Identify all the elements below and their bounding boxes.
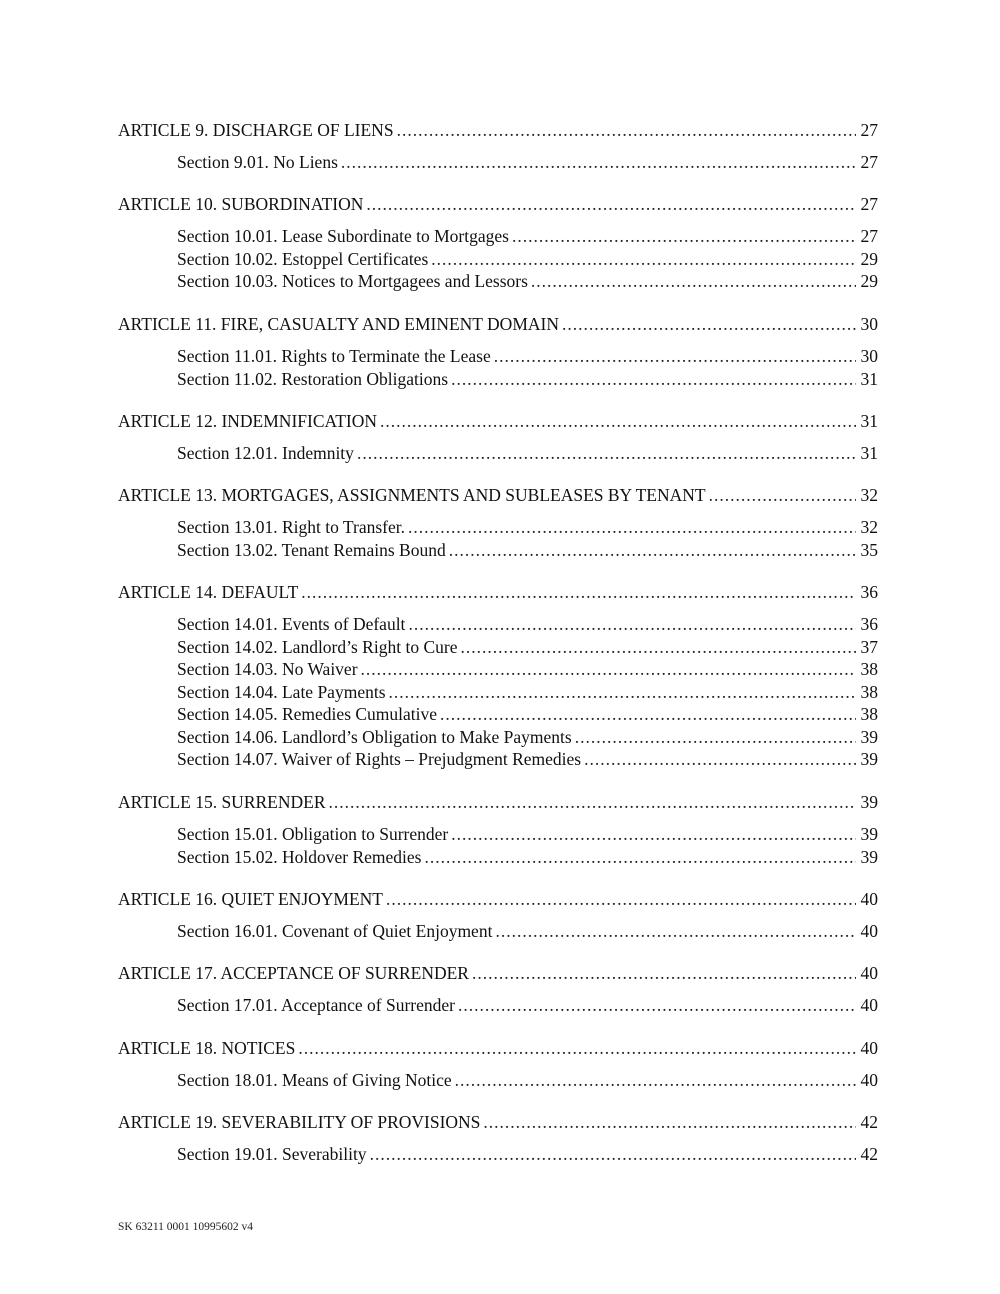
page-number: 38 <box>860 704 878 724</box>
article-title: ARTICLE 9. DISCHARGE OF LIENS <box>118 120 394 140</box>
page-number: 38 <box>860 681 878 702</box>
dot-leader <box>298 1037 856 1059</box>
section-title: Section 13.01. Right to Transfer. <box>177 517 405 537</box>
page-number: 27 <box>860 226 878 246</box>
dot-leader <box>341 151 856 173</box>
dot-leader <box>472 962 856 984</box>
page-number: 39 <box>860 846 878 867</box>
article-title: ARTICLE 18. NOTICES <box>118 1038 296 1058</box>
dot-leader <box>329 791 857 813</box>
section-title: Section 11.01. Rights to Terminate the Lease <box>177 346 491 366</box>
toc-article-row[interactable] <box>118 888 878 910</box>
page-number: 39 <box>860 824 878 844</box>
toc-section-row[interactable] <box>177 703 878 725</box>
page-number: 40 <box>860 1070 878 1090</box>
dot-leader <box>440 703 856 725</box>
page-number: 32 <box>860 485 878 505</box>
dot-leader <box>357 442 856 464</box>
toc-section-row[interactable] <box>177 1069 878 1091</box>
dot-leader <box>460 636 856 658</box>
dot-leader <box>531 270 856 292</box>
page-number: 31 <box>860 443 878 463</box>
page-number: 37 <box>860 636 878 657</box>
toc-section-row[interactable] <box>177 994 878 1016</box>
dot-leader <box>562 313 856 335</box>
toc-article-row[interactable] <box>118 484 878 506</box>
toc-article-row[interactable] <box>118 962 878 984</box>
dot-leader <box>408 613 856 635</box>
section-title: Section 15.02. Holdover Remedies <box>177 846 422 867</box>
document-footer-id: SK 63211 0001 10995602 v4 <box>118 1221 254 1233</box>
page-number: 35 <box>860 539 878 560</box>
page-number: 32 <box>860 517 878 537</box>
page-number: 36 <box>860 614 878 634</box>
page-number: 39 <box>860 792 878 812</box>
dot-leader <box>451 368 856 390</box>
page-number: 42 <box>860 1144 878 1164</box>
dot-leader <box>431 248 856 270</box>
dot-leader <box>424 846 856 868</box>
page-number: 40 <box>860 1038 878 1058</box>
toc-article-row[interactable] <box>118 313 878 335</box>
section-title: Section 14.05. Remedies Cumulative <box>177 704 438 724</box>
dot-leader <box>512 225 856 247</box>
dot-leader <box>389 681 856 703</box>
toc-section-row[interactable] <box>177 1143 878 1165</box>
dot-leader <box>709 484 856 506</box>
section-title: Section 19.01. Severability <box>177 1144 367 1164</box>
page-number: 31 <box>860 411 878 431</box>
page-number: 27 <box>860 152 878 172</box>
article-title: ARTICLE 12. INDEMNIFICATION <box>118 411 377 431</box>
article-title: ARTICLE 14. DEFAULT <box>118 582 299 602</box>
dot-leader <box>361 658 856 680</box>
toc-article-row[interactable] <box>118 1037 878 1059</box>
toc-section-row[interactable] <box>177 636 878 658</box>
toc-section-row[interactable] <box>177 681 878 703</box>
page-number: 27 <box>860 120 878 140</box>
section-title: Section 18.01. Means of Giving Notice <box>177 1070 452 1090</box>
toc-section-row[interactable] <box>177 920 878 942</box>
toc-article-row[interactable] <box>118 193 878 215</box>
section-title: Section 10.03. Notices to Mortgagees and Lessors <box>177 271 528 291</box>
page-number: 29 <box>860 271 878 291</box>
page-number: 40 <box>860 963 878 983</box>
section-title: Section 14.04. Late Payments <box>177 681 386 702</box>
dot-leader <box>408 516 856 538</box>
article-title: ARTICLE 17. ACCEPTANCE OF SURRENDER <box>118 963 469 983</box>
section-title: Section 14.06. Landlord’s Obligation to Make Payments <box>177 726 572 747</box>
page-number: 40 <box>860 889 878 909</box>
section-title: Section 9.01. No Liens <box>177 152 338 172</box>
section-title: Section 12.01. Indemnity <box>177 443 354 463</box>
section-title: Section 14.02. Landlord’s Right to Cure <box>177 636 458 657</box>
dot-leader <box>380 410 856 432</box>
page-number: 27 <box>860 194 878 214</box>
page-number: 42 <box>860 1112 878 1132</box>
article-title: ARTICLE 10. SUBORDINATION <box>118 194 364 214</box>
page-number: 40 <box>860 921 878 941</box>
page-number: 38 <box>860 659 878 679</box>
page-number: 30 <box>860 314 878 334</box>
section-title: Section 16.01. Covenant of Quiet Enjoyment <box>177 921 493 941</box>
toc-section-row[interactable] <box>177 248 878 270</box>
article-title: ARTICLE 16. QUIET ENJOYMENT <box>118 889 383 909</box>
dot-leader <box>301 581 856 603</box>
dot-leader <box>458 994 856 1016</box>
dot-leader <box>584 748 856 770</box>
dot-leader <box>494 345 856 367</box>
toc-section-row[interactable] <box>177 658 878 680</box>
toc-article-row[interactable] <box>118 410 878 432</box>
toc-article-row[interactable] <box>118 119 878 141</box>
section-title: Section 13.02. Tenant Remains Bound <box>177 539 446 560</box>
dot-leader <box>451 823 856 845</box>
toc-article-row[interactable] <box>118 1111 878 1133</box>
toc-section-row[interactable] <box>177 225 878 247</box>
page-number: 29 <box>860 248 878 269</box>
toc-section-row[interactable] <box>177 270 878 292</box>
toc-section-row[interactable] <box>177 748 878 770</box>
toc-section-row[interactable] <box>177 151 878 173</box>
toc-section-row[interactable] <box>177 539 878 561</box>
dot-leader <box>370 1143 856 1165</box>
page-number: 39 <box>860 726 878 747</box>
dot-leader <box>366 193 856 215</box>
section-title: Section 17.01. Acceptance of Surrender <box>177 995 455 1015</box>
dot-leader <box>575 726 856 748</box>
article-title: ARTICLE 11. FIRE, CASUALTY AND EMINENT DOMAIN <box>118 314 559 334</box>
section-title: Section 10.01. Lease Subordinate to Mortgages <box>177 226 509 246</box>
toc-section-row[interactable] <box>177 726 878 748</box>
toc-section-row[interactable] <box>177 442 878 464</box>
section-title: Section 10.02. Estoppel Certificates <box>177 248 429 269</box>
toc-section-row[interactable] <box>177 823 878 845</box>
toc-section-row[interactable] <box>177 846 878 868</box>
toc-section-row[interactable] <box>177 516 878 538</box>
section-title: Section 14.01. Events of Default <box>177 614 406 634</box>
article-title: ARTICLE 15. SURRENDER <box>118 792 326 812</box>
dot-leader <box>449 539 856 561</box>
section-title: Section 11.02. Restoration Obligations <box>177 368 449 389</box>
page-number: 36 <box>860 582 878 602</box>
dot-leader <box>455 1069 856 1091</box>
toc-article-row[interactable] <box>118 581 878 603</box>
dot-leader <box>495 920 856 942</box>
page-number: 40 <box>860 995 878 1015</box>
toc-section-row[interactable] <box>177 613 878 635</box>
page-number: 31 <box>860 368 878 389</box>
dot-leader <box>483 1111 856 1133</box>
dot-leader <box>386 888 856 910</box>
section-title: Section 15.01. Obligation to Surrender <box>177 824 449 844</box>
toc-section-row[interactable] <box>177 368 878 390</box>
article-title: ARTICLE 13. MORTGAGES, ASSIGNMENTS AND SUBLEASES BY TENANT <box>118 485 706 505</box>
section-title: Section 14.07. Waiver of Rights – Prejudgment Remedies <box>177 749 582 769</box>
toc-article-row[interactable] <box>118 791 878 813</box>
section-title: Section 14.03. No Waiver <box>177 659 358 679</box>
dot-leader <box>397 119 856 141</box>
page-number: 30 <box>860 346 878 366</box>
article-title: ARTICLE 19. SEVERABILITY OF PROVISIONS <box>118 1112 481 1132</box>
page-number: 39 <box>860 749 878 769</box>
toc-section-row[interactable] <box>177 345 878 367</box>
